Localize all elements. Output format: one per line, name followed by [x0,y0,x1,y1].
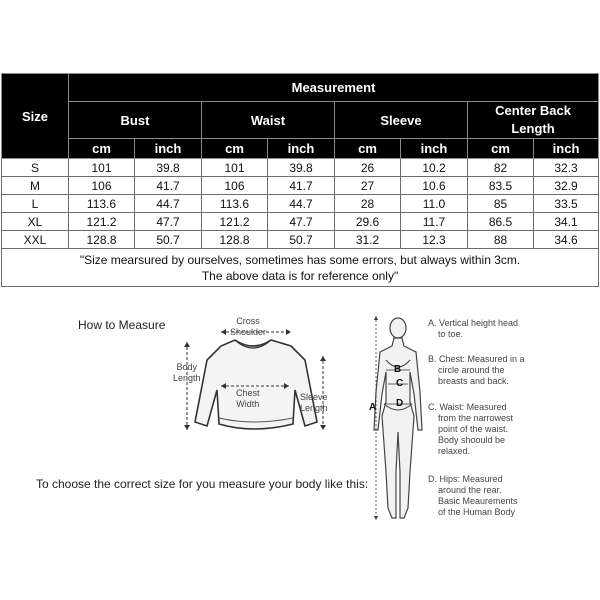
note-line-2: The above data is for reference only" [201,268,399,283]
table-cell: 101 [69,159,135,177]
sleeve-length-label: Sleeve Length [300,392,328,413]
size-header: Size [2,74,69,159]
table-cell: 86.5 [468,213,534,231]
unit-header: inch [135,139,202,159]
size-rows [2,159,599,249]
table-cell: 32.9 [534,177,599,195]
size-cell: L [2,195,69,213]
table-cell: 29.6 [335,213,401,231]
table-cell: 39.8 [268,159,335,177]
table-row [2,231,599,249]
body-note-line: point of the waist. [438,424,509,434]
size-chart-table [1,73,599,287]
group-header-center-back-length: Center Back Length [468,102,599,139]
size-cell: S [2,159,69,177]
table-cell: 82 [468,159,534,177]
body-note-line: C. Waist: Measured [428,402,507,412]
size-cell: XL [2,213,69,231]
body-note-line: around the rear. [438,485,502,495]
table-cell: 106 [69,177,135,195]
table-cell: 12.3 [401,231,468,249]
how-to-measure-title: How to Measure [78,318,166,332]
body-note-line: Basic Meaurements [438,496,518,506]
table-cell: 47.7 [268,213,335,231]
body-note [428,318,518,340]
group-header-bust: Bust [69,102,202,139]
table-cell: 32.3 [534,159,599,177]
table-cell: 106 [202,177,268,195]
unit-header: cm [69,139,135,159]
chest-width-label: Chest Width [236,388,260,409]
table-cell: 34.1 [534,213,599,231]
table-cell: 101 [202,159,268,177]
table-cell: 34.6 [534,231,599,249]
note-line-1: "Size mearsured by ourselves, sometimes has some errors, but always within 3cm. [79,252,521,267]
table-row [2,159,599,177]
table-cell: 113.6 [202,195,268,213]
unit-header: inch [534,139,599,159]
body-note-line: breasts and back. [438,376,510,386]
table-cell: 121.2 [202,213,268,231]
size-cell: XXL [2,231,69,249]
table-cell: 26 [335,159,401,177]
table-cell: 113.6 [69,195,135,213]
table-row [2,213,599,231]
table-cell: 50.7 [135,231,202,249]
label-a: A [369,402,377,413]
body-note-line: circle around the [438,365,505,375]
unit-header: cm [468,139,534,159]
unit-header: inch [401,139,468,159]
body-note-line: B. Chest: Measured in a [428,354,525,364]
table-cell: 10.6 [401,177,468,195]
table-cell: 47.7 [135,213,202,231]
body-note-line: Body shoould be [438,435,506,445]
table-cell: 44.7 [268,195,335,213]
table-cell: 41.7 [135,177,202,195]
body-note-line: relaxed. [438,446,471,456]
table-row [2,177,599,195]
table-cell: 128.8 [202,231,268,249]
body-note [428,402,513,457]
table-cell: 33.5 [534,195,599,213]
label-d: D [396,398,404,409]
table-cell: 44.7 [135,195,202,213]
size-cell: M [2,177,69,195]
unit-header: inch [268,139,335,159]
table-cell: 88 [468,231,534,249]
body-note [428,474,518,518]
label-c: C [396,378,404,389]
body-note-line: to toe. [438,329,464,339]
table-cell: 31.2 [335,231,401,249]
table-cell: 50.7 [268,231,335,249]
group-header-waist: Waist [202,102,335,139]
unit-header: cm [202,139,268,159]
table-cell: 83.5 [468,177,534,195]
table-cell: 41.7 [268,177,335,195]
body-note-line: A. Vertical height head [428,318,519,328]
table-cell: 27 [335,177,401,195]
table-row [2,195,599,213]
measurement-note [2,249,599,287]
cross-shoulder-label: Cross Shoulder [230,316,267,337]
table-cell: 39.8 [135,159,202,177]
body-note [428,354,525,387]
group-header-sleeve: Sleeve [335,102,468,139]
body-note-line: from the narrowest [438,413,514,423]
body-note-line: of the Human Body [438,507,516,517]
label-b: B [394,364,402,375]
table-cell: 85 [468,195,534,213]
measure-instruction: To choose the correct size for you measure your body like this: [36,477,369,491]
table-cell: 121.2 [69,213,135,231]
body-silhouette [364,312,428,526]
table-cell: 28 [335,195,401,213]
unit-header: cm [335,139,401,159]
table-cell: 11.7 [401,213,468,231]
measurement-header: Measurement [69,74,599,102]
table-cell: 10.2 [401,159,468,177]
body-note-line: D. Hips: Measured [428,474,503,484]
table-cell: 11.0 [401,195,468,213]
table-cell: 128.8 [69,231,135,249]
body-length-label: Body Length [173,362,201,383]
